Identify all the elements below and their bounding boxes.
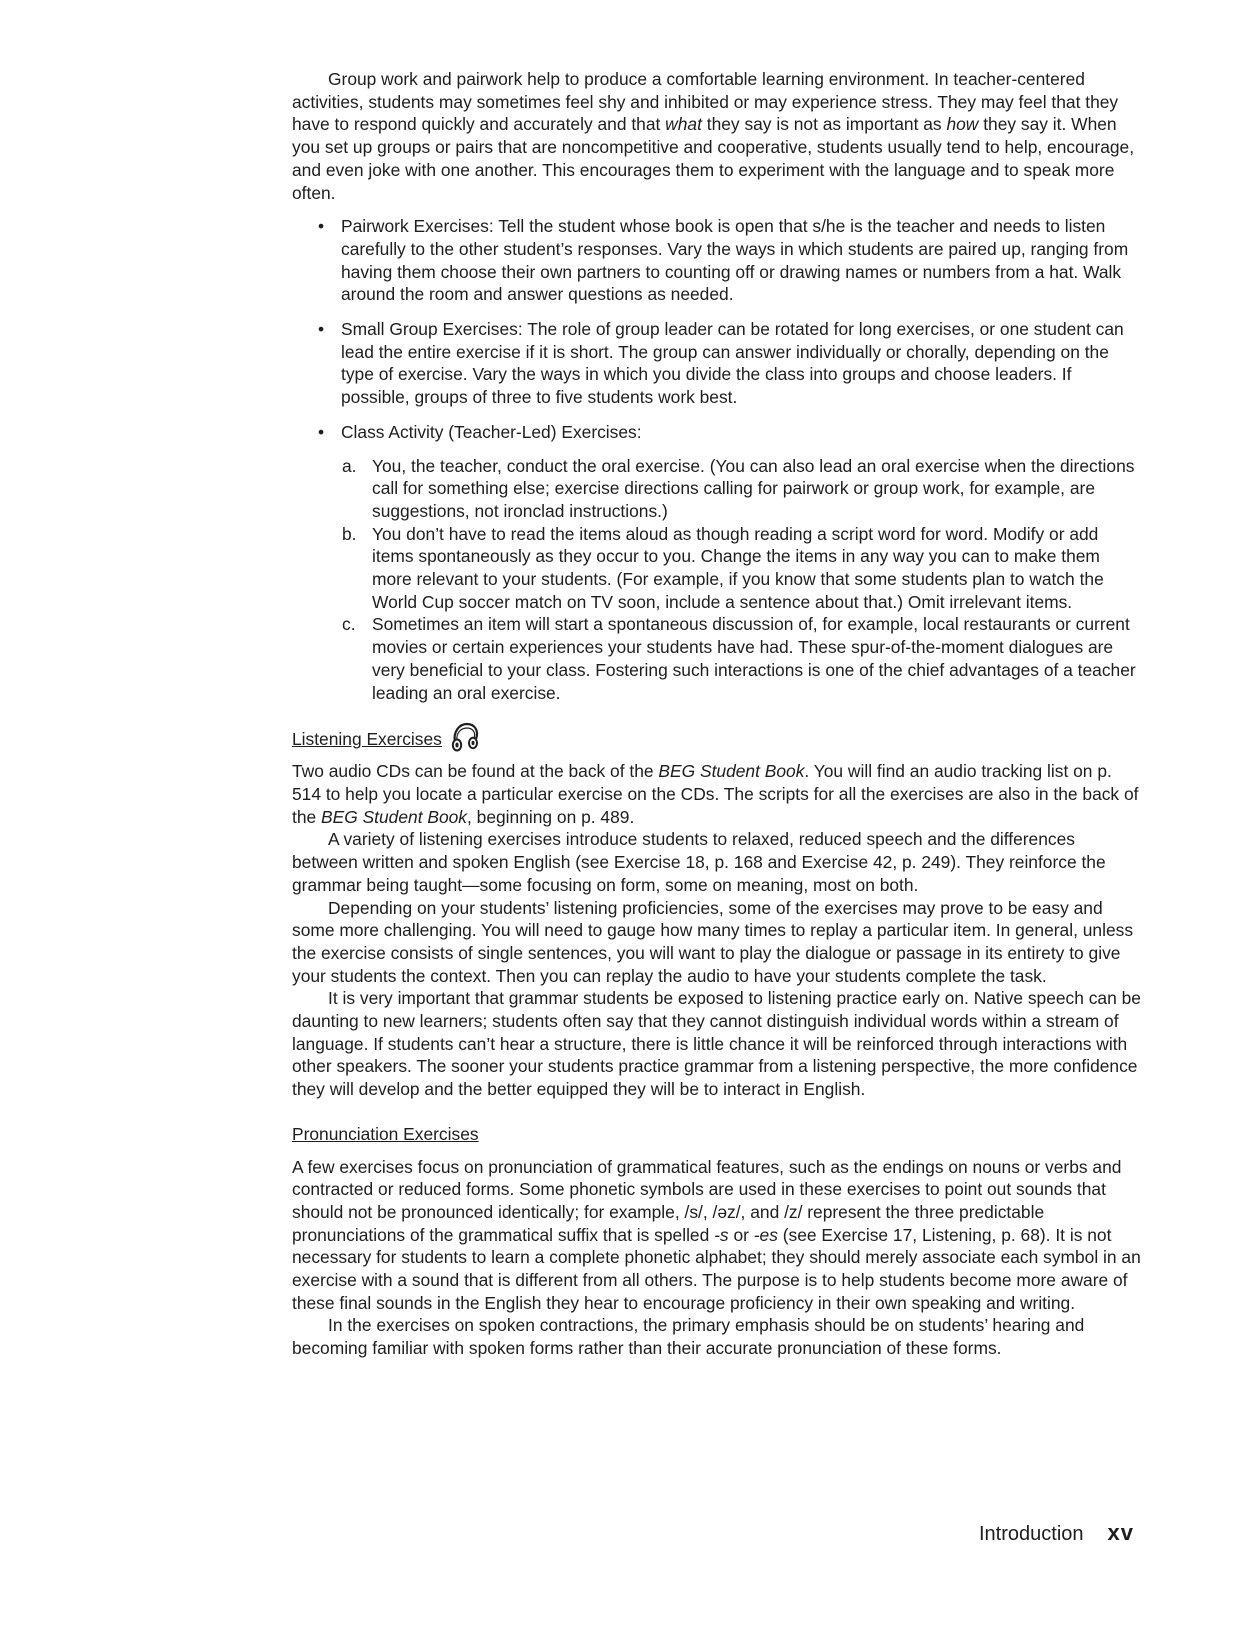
listening-text-3: , beginning on p. 489. (467, 806, 635, 827)
subitem-marker: a. (342, 455, 357, 476)
intro-text-2: they say is not as important as (701, 114, 947, 135)
book-title-italic: BEG Student Book (658, 761, 805, 782)
pronunciation-heading (292, 1123, 1142, 1146)
footer-section-label: Introduction (979, 1523, 1084, 1545)
subitem-marker: c. (342, 614, 356, 635)
suffix-italic-es: -es (753, 1224, 778, 1245)
subitem-text: You, the teacher, conduct the oral exercise. (You can also lead an oral exercise when the directions call for something else; exercise directions calling for pairwork or group work, for example, are suggestions, not ironclad instructions.) (372, 455, 1135, 521)
listening-paragraph-3: Depending on your students’ listening proficiencies, some of the exercises may prove to be easy and some more challenging. You will need to gauge how many times to replay a particular item. In general, unless the exercise consists of single sentences, you will want to play the dialogue or passage in its entirety to give your students the context. Then you can replay the audio to have your students complete the task. (292, 897, 1134, 986)
listening-paragraph-2: A variety of listening exercises introduce students to relaxed, reduced speech and the differences between written and spoken English (see Exercise 18, p. 168 and Exercise 42, p. 249). They reinforce the grammar being taught—some focusing on form, some on meaning, most on both. (292, 829, 1106, 895)
bullet-dot: • (318, 421, 325, 442)
subitem-b (292, 523, 1142, 614)
listening-text-1: Two audio CDs can be found at the back of the (292, 761, 659, 782)
listening-text-2: . You will find an audio tracking list on p. 514 to help you locate a particular exercise on the CDs. The scripts for all the exercises are also in the back of the (292, 761, 1139, 827)
bullet-small-group (292, 318, 1142, 409)
book-title-italic: BEG Student Book (321, 806, 467, 827)
page-body (292, 68, 1142, 1360)
bullet-dot: • (318, 319, 325, 340)
bullet-text: Pairwork Exercises: Tell the student whose book is open that s/he is the teacher and needs to listen carefully to the other student’s responses. Vary the ways in which students are paired up, ranging from having them choose their own partners to counting off or drawing names or numbers from a hat. Walk around the room and answer questions as needed. (341, 216, 1129, 305)
pronunciation-text-3: (see Exercise 17, Listening, p. 68). It is not necessary for students to learn a complete phonetic alphabet; they should merely associate each symbol in an exercise with a sound that is different from all others. The purpose is to help students become more aware of these final sounds in the English they hear to encourage proficiency in their own speaking and writing. (292, 1224, 1141, 1313)
bullet-dot: • (318, 216, 325, 237)
listening-heading (292, 716, 1142, 750)
pronunciation-heading-text: Pronunciation Exercises (292, 1123, 479, 1144)
intro-italic-what: what (665, 114, 702, 135)
headphones-icon (448, 720, 482, 754)
subitem-text: You don’t have to read the items aloud as though reading a script word for word. Modify or add items spontaneously as they occur to you. Change the items in any way you can to make them more relevant to your students. (For example, if you know that some students plan to watch the World Cup soccer match on TV soon, include a sentence about that.) Omit irrelevant items. (372, 523, 1104, 612)
bullet-text: Class Activity (Teacher-Led) Exercises: (341, 421, 642, 442)
listening-paragraph-1 (292, 760, 1142, 828)
intro-italic-how: how (946, 114, 979, 135)
subitem-marker: b. (342, 523, 357, 544)
pronunciation-text-2: or (728, 1224, 754, 1245)
intro-text-1: Group work and pairwork help to produce a comfortable learning environment. In teacher-centered activities, students may sometimes feel shy and inhibited or may experience stress. They may feel that they have to respond quickly and accurately and that (292, 69, 1119, 135)
intro-text-3: they say it. When you set up groups or pairs that are noncompetitive and cooperative, students usually tend to help, encourage, and even joke with one another. This encourages them to experiment with the language and to speak more often. (292, 114, 1135, 203)
bullet-pairwork (292, 215, 1142, 306)
page-footer (979, 1522, 1134, 1546)
subitem-c (292, 613, 1142, 704)
bullet-text: Small Group Exercises: The role of group leader can be rotated for long exercises, or one student can lead the entire exercise if it is short. The group can answer individually or chorally, depending on the type of exercise. Vary the ways in which you divide the class into groups and choose leaders. If possible, groups of three to five students work best. (341, 319, 1124, 408)
page-number: xv (1107, 1520, 1134, 1545)
listening-paragraph-4: It is very important that grammar students be exposed to listening practice early on. Native speech can be daunting to new learners; students often say that they cannot distinguish individual words within a stream of language. If students can’t hear a structure, there is little chance it will be reinforced through interactions with other speakers. The sooner your students practice grammar from a listening perspective, the more confidence they will develop and the better equipped they will be to interact in English. (292, 988, 1141, 1100)
pronunciation-text-1: A few exercises focus on pronunciation of grammatical features, such as the endings on nouns or verbs and contracted or reduced forms. Some phonetic symbols are used in these exercises to point out sounds that should not be pronounced identically; for example, /s/, /əz/, and /z/ represent the three predictable pronunciations of the grammatical suffix that is spelled (292, 1156, 1122, 1245)
listening-heading-text: Listening Exercises (292, 728, 442, 749)
exercise-type-list (292, 215, 1142, 443)
bullet-class-activity (292, 421, 1142, 444)
subitem-a (292, 455, 1142, 523)
pronunciation-paragraph-2: In the exercises on spoken contractions, the primary emphasis should be on students’ hearing and becoming familiar with spoken forms rather than their accurate pronunciation of these forms. (292, 1315, 1085, 1359)
class-activity-sublist (292, 455, 1142, 705)
suffix-italic-s: -s (714, 1224, 729, 1245)
intro-paragraph (292, 68, 1142, 204)
subitem-text: Sometimes an item will start a spontaneous discussion of, for example, local restaurants or current movies or certain experiences your students have had. These spur-of-the-moment dialogues are very beneficial to your class. Fostering such interactions is one of the chief advantages of a teacher leading an oral exercise. (372, 614, 1136, 703)
pronunciation-paragraph-1 (292, 1156, 1142, 1315)
